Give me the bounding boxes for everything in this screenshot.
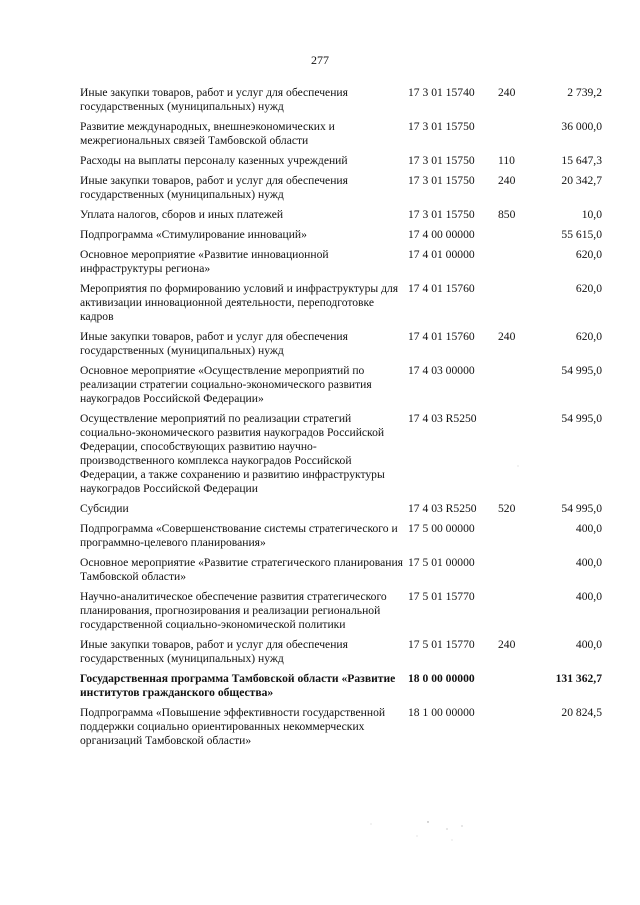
table-row — [80, 208, 602, 222]
row-code: 17 4 03 R5250 — [408, 502, 477, 515]
row-amount: 400,0 — [575, 590, 602, 603]
row-expense-type: 240 — [498, 638, 516, 651]
row-name: Основное мероприятие «Осуществление мероприятий по реализации стратегии социально-экономического развития наукоградов Российской Федерации» — [80, 364, 372, 405]
row-amount: 400,0 — [575, 638, 602, 651]
row-amount: 55 615,0 — [561, 228, 602, 241]
row-amount: 131 362,7 — [555, 672, 602, 685]
row-code: 17 5 01 15770 — [408, 638, 475, 651]
row-name: Иные закупки товаров, работ и услуг для обеспечения государственных (муниципальных) нужд — [80, 638, 348, 665]
row-name: Основное мероприятие «Развитие стратегического планирования Тамбовской области» — [80, 556, 404, 583]
row-expense-type: 850 — [498, 208, 516, 221]
row-name: Основное мероприятие «Развитие инновационной инфраструктуры региона» — [80, 248, 329, 275]
row-code: 17 3 01 15740 — [408, 86, 475, 99]
table-row — [80, 120, 602, 148]
row-code: 17 5 01 00000 — [408, 556, 475, 569]
row-expense-type: 240 — [498, 330, 516, 343]
row-code: 17 4 01 15760 — [408, 282, 475, 295]
row-amount: 620,0 — [575, 282, 602, 295]
budget-table — [80, 86, 602, 754]
row-code: 17 5 00 00000 — [408, 522, 475, 535]
row-amount: 400,0 — [575, 556, 602, 569]
row-code: 18 1 00 00000 — [408, 706, 475, 719]
row-name: Подпрограмма «Совершенствование системы стратегического и программно-целевого планирования» — [80, 522, 398, 549]
table-row — [80, 706, 602, 748]
row-name: Субсидии — [80, 502, 129, 515]
table-row — [80, 590, 602, 632]
page-number: 277 — [311, 53, 329, 67]
row-name: Мероприятия по формированию условий и инфраструктуры для активизации инновационной деятельности, переподготовке кадров — [80, 282, 399, 323]
table-row — [80, 248, 602, 276]
row-name: Иные закупки товаров, работ и услуг для обеспечения государственных (муниципальных) нужд — [80, 86, 348, 113]
row-name: Иные закупки товаров, работ и услуг для обеспечения государственных (муниципальных) нужд — [80, 174, 348, 201]
table-row — [80, 282, 602, 324]
row-amount: 2 739,2 — [567, 86, 602, 99]
row-name: Государственная программа Тамбовской области «Развитие институтов гражданского общества» — [80, 672, 396, 699]
row-code: 17 4 03 R5250 — [408, 412, 477, 425]
table-row — [80, 556, 602, 584]
row-code: 17 4 00 00000 — [408, 228, 475, 241]
row-amount: 620,0 — [575, 248, 602, 261]
row-amount: 20 824,5 — [561, 706, 602, 719]
row-amount: 400,0 — [575, 522, 602, 535]
row-amount: 36 000,0 — [561, 120, 602, 133]
row-amount: 54 995,0 — [561, 502, 602, 515]
row-code: 17 4 03 00000 — [408, 364, 475, 377]
table-row — [80, 502, 602, 516]
row-name: Подпрограмма «Повышение эффективности государственной поддержки социально ориентированных некоммерческих организаций Тамбовской области» — [80, 706, 386, 747]
row-expense-type: 240 — [498, 86, 516, 99]
row-name: Расходы на выплаты персоналу казенных учреждений — [80, 154, 348, 167]
table-row — [80, 86, 602, 114]
row-code: 17 3 01 15750 — [408, 120, 475, 133]
table-row — [80, 522, 602, 550]
table-row — [80, 330, 602, 358]
row-code: 17 5 01 15770 — [408, 590, 475, 603]
row-code: 17 3 01 15750 — [408, 208, 475, 221]
table-row — [80, 638, 602, 666]
row-amount: 15 647,3 — [561, 154, 602, 167]
row-amount: 20 342,7 — [561, 174, 602, 187]
table-row — [80, 154, 602, 168]
row-expense-type: 520 — [498, 502, 516, 515]
row-name: Осуществление мероприятий по реализации стратегий социально-экономического развития наукоградов Российской Федерации, способствующих развитию научно-производственного комплекса наукоградов Российской Федерации, а также сохранению и развитию инфраструктуры наукоградов Российской Федерации — [80, 412, 385, 495]
row-amount: 10,0 — [581, 208, 602, 221]
row-code: 17 3 01 15750 — [408, 154, 475, 167]
table-row — [80, 174, 602, 202]
row-code: 17 4 01 15760 — [408, 330, 475, 343]
row-name: Развитие международных, внешнеэкономических и межрегиональных связей Тамбовской области — [80, 120, 335, 147]
row-name: Научно-аналитическое обеспечение развития стратегического планирования, прогнозирования и реализации региональной государственной социально-экономической политики — [80, 590, 387, 631]
table-row — [80, 228, 602, 242]
table-row — [80, 364, 602, 406]
row-amount: 54 995,0 — [561, 364, 602, 377]
row-expense-type: 110 — [498, 154, 515, 167]
row-expense-type: 240 — [498, 174, 516, 187]
table-row — [80, 672, 602, 700]
row-name: Иные закупки товаров, работ и услуг для обеспечения государственных (муниципальных) нужд — [80, 330, 348, 357]
row-code: 17 4 01 00000 — [408, 248, 475, 261]
table-row — [80, 412, 602, 496]
row-amount: 620,0 — [575, 330, 602, 343]
row-amount: 54 995,0 — [561, 412, 602, 425]
row-code: 18 0 00 00000 — [408, 672, 475, 685]
row-code: 17 3 01 15750 — [408, 174, 475, 187]
row-name: Подпрограмма «Стимулирование инноваций» — [80, 228, 307, 241]
row-name: Уплата налогов, сборов и иных платежей — [80, 208, 284, 221]
